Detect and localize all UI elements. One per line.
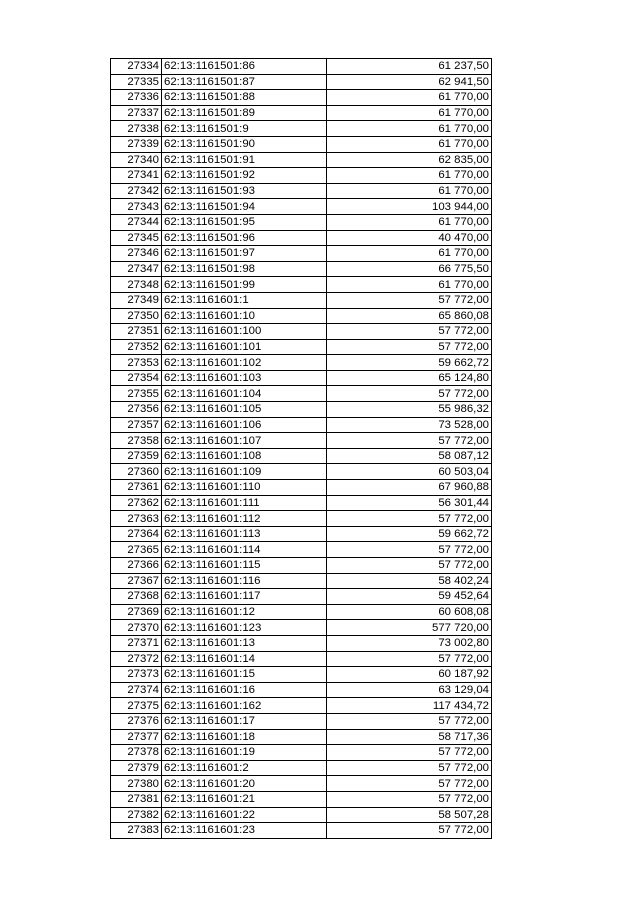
cadastral-number-cell: 62:13:1161601:17 (162, 713, 327, 729)
table-row (111, 59, 492, 75)
row-number-cell: 27369 (111, 604, 162, 620)
row-number-cell: 27374 (111, 682, 162, 698)
row-number-cell: 27378 (111, 745, 162, 761)
cadastral-value-cell: 62 835,00 (327, 152, 492, 168)
row-number-cell: 27352 (111, 339, 162, 355)
row-number-cell: 27359 (111, 448, 162, 464)
table-row (111, 464, 492, 480)
cadastral-number-cell: 62:13:1161501:94 (162, 199, 327, 215)
table-row (111, 760, 492, 776)
cadastral-number-cell: 62:13:1161501:91 (162, 152, 327, 168)
table-row (111, 339, 492, 355)
table-row (111, 261, 492, 277)
cadastral-number-cell: 62:13:1161601:18 (162, 729, 327, 745)
row-number-cell: 27363 (111, 511, 162, 527)
row-number-cell: 27368 (111, 589, 162, 605)
cadastral-value-cell: 61 237,50 (327, 59, 492, 75)
cadastral-value-cell: 73 528,00 (327, 417, 492, 433)
cadastral-number-cell: 62:13:1161501:97 (162, 246, 327, 262)
cadastral-number-cell: 62:13:1161601:15 (162, 667, 327, 683)
cadastral-value-cell: 117 434,72 (327, 698, 492, 714)
cadastral-number-cell: 62:13:1161601:123 (162, 620, 327, 636)
cadastral-number-cell: 62:13:1161601:109 (162, 464, 327, 480)
cadastral-value-cell: 73 002,80 (327, 635, 492, 651)
table-row (111, 417, 492, 433)
cadastral-value-cell: 57 772,00 (327, 433, 492, 449)
row-number-cell: 27353 (111, 355, 162, 371)
row-number-cell: 27334 (111, 59, 162, 75)
cadastral-number-cell: 62:13:1161601:100 (162, 324, 327, 340)
cadastral-number-cell: 62:13:1161601:14 (162, 651, 327, 667)
table-row (111, 90, 492, 106)
cadastral-value-cell: 61 770,00 (327, 214, 492, 230)
table-row (111, 635, 492, 651)
row-number-cell: 27343 (111, 199, 162, 215)
row-number-cell: 27341 (111, 168, 162, 184)
row-number-cell: 27342 (111, 183, 162, 199)
cadastral-number-cell: 62:13:1161601:102 (162, 355, 327, 371)
row-number-cell: 27371 (111, 635, 162, 651)
table-row (111, 604, 492, 620)
cadastral-number-cell: 62:13:1161601:104 (162, 386, 327, 402)
cadastral-number-cell: 62:13:1161501:9 (162, 121, 327, 137)
table-row (111, 74, 492, 90)
row-number-cell: 27346 (111, 246, 162, 262)
cadastral-number-cell: 62:13:1161601:112 (162, 511, 327, 527)
cadastral-number-cell: 62:13:1161501:86 (162, 59, 327, 75)
cadastral-value-cell: 58 087,12 (327, 448, 492, 464)
cadastral-value-cell: 57 772,00 (327, 791, 492, 807)
cadastral-value-cell: 61 770,00 (327, 121, 492, 137)
table-row (111, 745, 492, 761)
cadastral-number-cell: 62:13:1161601:113 (162, 526, 327, 542)
cadastral-number-cell: 62:13:1161601:23 (162, 823, 327, 839)
cadastral-value-cell: 56 301,44 (327, 495, 492, 511)
table-row (111, 698, 492, 714)
row-number-cell: 27339 (111, 136, 162, 152)
row-number-cell: 27383 (111, 823, 162, 839)
row-number-cell: 27338 (111, 121, 162, 137)
cadastral-value-cell: 61 770,00 (327, 246, 492, 262)
cadastral-value-cell: 61 770,00 (327, 183, 492, 199)
table-row (111, 433, 492, 449)
row-number-cell: 27354 (111, 370, 162, 386)
cadastral-value-cell: 63 129,04 (327, 682, 492, 698)
table-row (111, 823, 492, 839)
cadastral-value-cell: 61 770,00 (327, 105, 492, 121)
cadastral-number-cell: 62:13:1161501:98 (162, 261, 327, 277)
cadastral-number-cell: 62:13:1161601:110 (162, 480, 327, 496)
cadastral-number-cell: 62:13:1161601:19 (162, 745, 327, 761)
row-number-cell: 27362 (111, 495, 162, 511)
table-row (111, 277, 492, 293)
row-number-cell: 27377 (111, 729, 162, 745)
cadastral-number-cell: 62:13:1161601:105 (162, 402, 327, 418)
cadastral-number-cell: 62:13:1161501:96 (162, 230, 327, 246)
table-row (111, 121, 492, 137)
cadastral-value-cell: 58 402,24 (327, 573, 492, 589)
cadastral-value-cell: 60 503,04 (327, 464, 492, 480)
cadastral-value-cell: 57 772,00 (327, 776, 492, 792)
table-row (111, 199, 492, 215)
cadastral-value-cell: 59 662,72 (327, 355, 492, 371)
cadastral-value-cell: 67 960,88 (327, 480, 492, 496)
cadastral-value-cell: 58 507,28 (327, 807, 492, 823)
cadastral-number-cell: 62:13:1161501:95 (162, 214, 327, 230)
row-number-cell: 27350 (111, 308, 162, 324)
row-number-cell: 27360 (111, 464, 162, 480)
row-number-cell: 27376 (111, 713, 162, 729)
row-number-cell: 27344 (111, 214, 162, 230)
cadastral-number-cell: 62:13:1161601:107 (162, 433, 327, 449)
cadastral-number-cell: 62:13:1161501:88 (162, 90, 327, 106)
row-number-cell: 27375 (111, 698, 162, 714)
table-row (111, 448, 492, 464)
cadastral-value-cell: 40 470,00 (327, 230, 492, 246)
cadastral-number-cell: 62:13:1161601:16 (162, 682, 327, 698)
row-number-cell: 27351 (111, 324, 162, 340)
cadastral-value-cell: 57 772,00 (327, 511, 492, 527)
row-number-cell: 27361 (111, 480, 162, 496)
cadastral-value-cell: 59 662,72 (327, 526, 492, 542)
cadastral-number-cell: 62:13:1161601:111 (162, 495, 327, 511)
cadastral-number-cell: 62:13:1161601:101 (162, 339, 327, 355)
cadastral-value-table (110, 58, 492, 839)
cadastral-number-cell: 62:13:1161601:116 (162, 573, 327, 589)
row-number-cell: 27366 (111, 558, 162, 574)
row-number-cell: 27380 (111, 776, 162, 792)
cadastral-number-cell: 62:13:1161501:93 (162, 183, 327, 199)
cadastral-number-cell: 62:13:1161601:12 (162, 604, 327, 620)
row-number-cell: 27348 (111, 277, 162, 293)
table-row (111, 308, 492, 324)
table-row (111, 480, 492, 496)
cadastral-value-cell: 57 772,00 (327, 760, 492, 776)
row-number-cell: 27370 (111, 620, 162, 636)
table-row (111, 324, 492, 340)
table-row (111, 105, 492, 121)
cadastral-number-cell: 62:13:1161601:103 (162, 370, 327, 386)
cadastral-value-cell: 57 772,00 (327, 386, 492, 402)
cadastral-number-cell: 62:13:1161601:1 (162, 292, 327, 308)
row-number-cell: 27357 (111, 417, 162, 433)
cadastral-number-cell: 62:13:1161601:106 (162, 417, 327, 433)
table-row (111, 667, 492, 683)
row-number-cell: 27356 (111, 402, 162, 418)
table-row (111, 682, 492, 698)
cadastral-number-cell: 62:13:1161501:87 (162, 74, 327, 90)
cadastral-value-cell: 61 770,00 (327, 136, 492, 152)
cadastral-value-cell: 61 770,00 (327, 277, 492, 293)
cadastral-value-cell: 57 772,00 (327, 558, 492, 574)
row-number-cell: 27379 (111, 760, 162, 776)
cadastral-value-cell: 57 772,00 (327, 324, 492, 340)
cadastral-value-cell: 57 772,00 (327, 542, 492, 558)
cadastral-number-cell: 62:13:1161601:20 (162, 776, 327, 792)
cadastral-value-cell: 60 187,92 (327, 667, 492, 683)
table-row (111, 542, 492, 558)
cadastral-value-cell: 57 772,00 (327, 651, 492, 667)
table-row (111, 558, 492, 574)
cadastral-value-cell: 57 772,00 (327, 292, 492, 308)
table-row (111, 573, 492, 589)
table-row (111, 183, 492, 199)
table-row (111, 620, 492, 636)
cadastral-number-cell: 62:13:1161601:162 (162, 698, 327, 714)
cadastral-value-cell: 61 770,00 (327, 168, 492, 184)
cadastral-number-cell: 62:13:1161601:2 (162, 760, 327, 776)
cadastral-value-cell: 57 772,00 (327, 713, 492, 729)
table-row (111, 230, 492, 246)
row-number-cell: 27365 (111, 542, 162, 558)
table-body (111, 59, 492, 839)
row-number-cell: 27347 (111, 261, 162, 277)
cadastral-value-cell: 66 775,50 (327, 261, 492, 277)
cadastral-value-cell: 57 772,00 (327, 339, 492, 355)
row-number-cell: 27372 (111, 651, 162, 667)
table-row (111, 370, 492, 386)
table-row (111, 511, 492, 527)
cadastral-number-cell: 62:13:1161601:13 (162, 635, 327, 651)
table-row (111, 729, 492, 745)
table-row (111, 402, 492, 418)
table-row (111, 526, 492, 542)
cadastral-value-cell: 55 986,32 (327, 402, 492, 418)
row-number-cell: 27355 (111, 386, 162, 402)
cadastral-number-cell: 62:13:1161501:90 (162, 136, 327, 152)
cadastral-number-cell: 62:13:1161601:10 (162, 308, 327, 324)
cadastral-number-cell: 62:13:1161601:108 (162, 448, 327, 464)
row-number-cell: 27337 (111, 105, 162, 121)
table-row (111, 168, 492, 184)
table-row (111, 651, 492, 667)
table-row (111, 495, 492, 511)
cadastral-value-cell: 577 720,00 (327, 620, 492, 636)
table-row (111, 214, 492, 230)
cadastral-value-cell: 57 772,00 (327, 745, 492, 761)
cadastral-value-cell: 58 717,36 (327, 729, 492, 745)
table-row (111, 776, 492, 792)
row-number-cell: 27340 (111, 152, 162, 168)
table-row (111, 152, 492, 168)
cadastral-value-cell: 65 860,08 (327, 308, 492, 324)
row-number-cell: 27373 (111, 667, 162, 683)
cadastral-number-cell: 62:13:1161601:114 (162, 542, 327, 558)
table-row (111, 355, 492, 371)
row-number-cell: 27364 (111, 526, 162, 542)
cadastral-number-cell: 62:13:1161501:99 (162, 277, 327, 293)
table-row (111, 136, 492, 152)
cadastral-number-cell: 62:13:1161601:117 (162, 589, 327, 605)
cadastral-value-cell: 59 452,64 (327, 589, 492, 605)
row-number-cell: 27349 (111, 292, 162, 308)
row-number-cell: 27335 (111, 74, 162, 90)
cadastral-number-cell: 62:13:1161601:115 (162, 558, 327, 574)
cadastral-value-cell: 62 941,50 (327, 74, 492, 90)
cadastral-value-cell: 57 772,00 (327, 823, 492, 839)
table-row (111, 713, 492, 729)
row-number-cell: 27358 (111, 433, 162, 449)
cadastral-number-cell: 62:13:1161601:22 (162, 807, 327, 823)
row-number-cell: 27382 (111, 807, 162, 823)
row-number-cell: 27367 (111, 573, 162, 589)
cadastral-number-cell: 62:13:1161501:92 (162, 168, 327, 184)
table-row (111, 386, 492, 402)
table-row (111, 246, 492, 262)
cadastral-value-cell: 61 770,00 (327, 90, 492, 106)
table-row (111, 791, 492, 807)
row-number-cell: 27345 (111, 230, 162, 246)
cadastral-value-cell: 103 944,00 (327, 199, 492, 215)
table-row (111, 589, 492, 605)
cadastral-value-cell: 60 608,08 (327, 604, 492, 620)
cadastral-number-cell: 62:13:1161501:89 (162, 105, 327, 121)
table-row (111, 292, 492, 308)
cadastral-value-cell: 65 124,80 (327, 370, 492, 386)
table-row (111, 807, 492, 823)
cadastral-number-cell: 62:13:1161601:21 (162, 791, 327, 807)
row-number-cell: 27336 (111, 90, 162, 106)
row-number-cell: 27381 (111, 791, 162, 807)
